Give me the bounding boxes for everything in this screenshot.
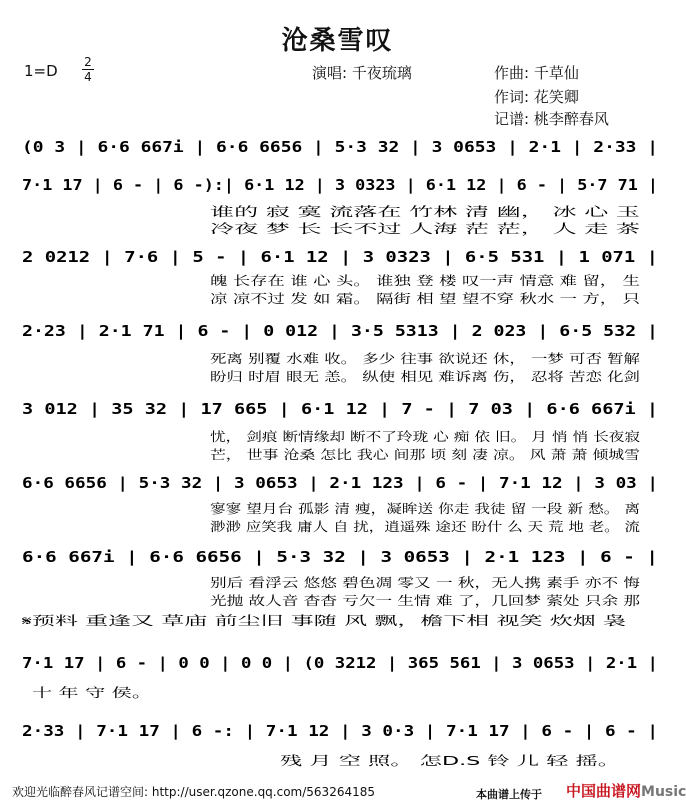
- notation-line-2: [10, 178, 670, 204]
- notation-text: 7·1 17 | 6 - | 6 -):| 6·1 12 | 3 0323 | 6·1 12 | 6 - | 5·7 71 |: [22, 176, 591, 194]
- key-signature: 1=D: [24, 62, 58, 80]
- notation-text: 3 012 | 35 32 | 17 665 | 6·1 12 | 7 - | 7 03 | 6·6 667i |: [22, 400, 537, 418]
- notation-text: 7·1 17 | 6 - | 0 0 | 0 0 | (0 3212 | 365 561 | 3 0653 | 2·1 |: [22, 654, 573, 672]
- lyric-line: [10, 428, 670, 446]
- time-sig-top: 2: [84, 55, 92, 69]
- lyric-line: [10, 446, 670, 464]
- time-sig-bottom: 4: [84, 70, 92, 84]
- notation-text: 6·6 667i | 6·6 6656 | 5·3 32 | 3 0653 | 2·1 123 | 6 - |: [22, 548, 519, 566]
- notation-text: (0 3 | 6·6 667i | 6·6 6656 | 5·3 32 | 3 0653 | 2·1 | 2·33 |: [22, 138, 555, 156]
- lyric-line: [10, 203, 670, 221]
- logo-mid: 曲谱网: [596, 782, 642, 800]
- page-title: 沧桑雪叹: [281, 26, 394, 56]
- notation-line-1: [10, 140, 670, 166]
- lyric-line: [10, 592, 670, 610]
- lyricist-credit: 作词: 花笑卿: [494, 88, 579, 106]
- lyric-line: [10, 350, 670, 368]
- site-logo[interactable]: [566, 780, 686, 801]
- notation-text: 2·23 | 2·1 71 | 6 - | 0 012 | 3·5 5313 | 2 023 | 6·5 532 |: [22, 322, 546, 340]
- notation-line-7: [10, 550, 670, 576]
- lyric-line: [10, 290, 670, 308]
- lyric-text: 芒， 世事 沧桑 怎比 我心 间那 顷 刻 凄 凉。 风 萧 萧 倾城雪: [210, 447, 640, 462]
- notation-text: 2 0212 | 7·6 | 5 - | 6·1 12 | 3 0323 | 6·5 531 | 1 071 |: [22, 248, 528, 266]
- lyric-text: 残 月 空 照。 怎D.S 铃 儿 轻 摇。: [280, 753, 620, 768]
- lyric-line: [10, 220, 670, 238]
- singer-credit: 演唱: 千夜琉璃: [312, 64, 412, 82]
- footer-text: 欢迎光临醉春风记谱空间: http://user.qzone.qq.com/563264185: [12, 785, 376, 799]
- notation-line-5: [10, 402, 670, 428]
- notation-text: 2·33 | 7·1 17 | 6 -: | 7·1 12 | 3 0·3 | 7·1 17 | 6 - | 6 - |: [22, 722, 564, 740]
- lyric-text: 十 年 守 侯。: [32, 685, 152, 700]
- lyric-line: [10, 500, 670, 518]
- composer-credit: 作曲: 千草仙: [494, 64, 579, 82]
- lyric-text: 光抛 故人音 杳杳 亏欠一 生情 难 了，几回梦 萦处 只余 那: [210, 593, 641, 608]
- lyric-line: [10, 574, 670, 592]
- notation-line-4: [10, 324, 670, 350]
- lyric-text: 寥寥 望月台 孤影 清 瘦，凝眸送 你走 我徒 留 一段 新 愁。 离: [210, 501, 640, 516]
- time-signature: [82, 56, 94, 83]
- lyric-text: 死离 别覆 水难 收。 多少 往事 欲说还 休， 一梦 可否 暂解: [210, 351, 641, 366]
- notation-line-8: [10, 656, 670, 682]
- lyric-line: [10, 272, 670, 290]
- lyric-text: 别后 看浮云 悠悠 碧色凋 零又 一 秋，无人携 素手 亦不 悔: [210, 575, 641, 590]
- lyric-text: 魄 长存在 谁 心 头。 谁独 登 楼 叹一声 情意 难 留， 生: [210, 273, 640, 288]
- lyric-line: [10, 612, 670, 630]
- transcriber-credit: 记谱: 桃李醉春风: [494, 110, 609, 128]
- lyric-line: [10, 518, 670, 536]
- lyric-text: 谁的 寂 寞 流落在 竹林 清 幽， 冰 心 玉: [210, 204, 640, 219]
- lyric-text: 冷夜 梦 长 长不过 人海 茫 茫， 人 走 茶: [210, 221, 641, 236]
- logo-cn: 中国: [566, 782, 597, 800]
- notation-text: 6·6 6656 | 5·3 32 | 3 0653 | 2·1 123 | 6 - | 7·1 12 | 3 03 |: [22, 474, 564, 492]
- lyric-text: 忧， 剑痕 断情缘却 断不了玲珑 心 痴 依 旧。 月 悄 悄 长夜寂: [210, 429, 641, 444]
- lyric-line: [10, 684, 670, 702]
- lyric-text: 盼归 时眉 眼无 恙。 纵使 相见 难诉离 伤， 忍将 苦恋 化剑: [210, 369, 640, 384]
- notation-line-9: [10, 724, 670, 750]
- upload-label: 本曲谱上传于: [476, 788, 542, 801]
- lyric-text: 𝄋预料 重逢又 草庙 前尘旧 事随 风 飘，檐下相 视笑 炊烟 袅: [22, 613, 627, 628]
- logo-en: Music: [641, 784, 686, 800]
- lyric-text: 渺渺 应笑我 庸人 自 扰，逍遥殊 途还 盼什 么 天 荒 地 老。 流: [210, 519, 641, 534]
- lyric-line: [10, 752, 670, 770]
- lyric-line: [10, 368, 670, 386]
- notation-line-6: [10, 476, 670, 502]
- lyric-text: 凉 凉不过 发 如 霜。 隔街 相 望 望不穿 秋水 一 方， 只: [210, 291, 641, 306]
